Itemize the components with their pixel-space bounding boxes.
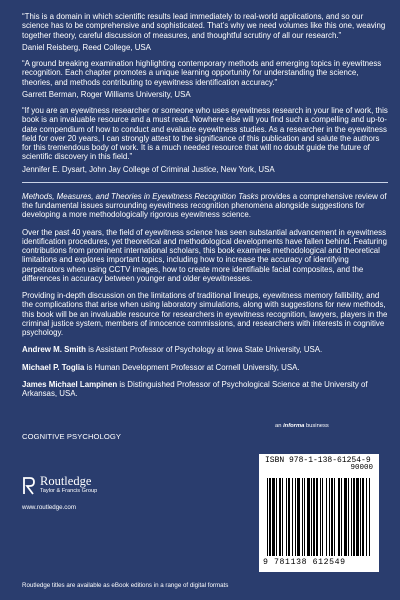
quote-3	[22, 106, 388, 174]
informa-brand: informa	[283, 423, 305, 429]
author-bio-text: is Assistant Professor of Psychology at Iowa State University, USA.	[86, 345, 323, 355]
informa-suffix: business	[304, 423, 329, 429]
author-bio-1	[22, 345, 388, 354]
barcode-digits: 9 781138 612549	[263, 558, 346, 567]
price-code: 90000	[350, 464, 373, 472]
quote-attribution: Jennifer E. Dysart, John Jay College of Criminal Justice, New York, USA	[22, 164, 275, 174]
informa-prefix: an	[275, 423, 284, 429]
author-name: Michael P. Toglia	[22, 362, 85, 372]
quote-2	[22, 59, 388, 99]
barcode	[259, 454, 379, 572]
divider	[22, 182, 388, 183]
author-name: Andrew M. Smith	[22, 345, 87, 355]
quote-text: “This is a domain in which scientific results lead immediately to real-world applications, and so our science has to be comprehensive and sophisticated. That’s why we need volumes like this one, weaving together theory, careful discussion of measures, and thoughtful scrutiny of all our research.”	[22, 12, 386, 40]
informa-business-line	[275, 423, 329, 429]
quote-text: “A ground breaking examination highlighting contemporary methods and emerging topics in eyewitness recognition. Each chapter promotes a unique learning opportunity for understanding the science, theories, and methods contributing to eyewitness identification accuracy.”	[22, 59, 382, 87]
book-title: Methods, Measures, and Theories in Eyewitness Recognition Tasks	[22, 191, 259, 201]
routledge-logo	[22, 474, 112, 504]
author-name: James Michael Lampinen	[22, 379, 118, 389]
quote-text: “If you are an eyewitness researcher or someone who uses eyewitness research in your line of work, this book is an invaluable resource and a must read. Nowhere else will you find such a compelling and up-to-date compendium of how to conduct and evaluate eyewitness studies. As a researcher in the eyewitness field for over 20 years, I can strongly attest to the significance of this publication and salute the authors for this tremendous body of work. It is a much needed resource that will no doubt guide the future of scientific discovery in this field.”	[22, 106, 388, 162]
author-bio-text: is Human Development Professor at Cornell University, USA.	[84, 362, 300, 372]
quote-attribution: Garrett Berman, Roger Williams University, USA	[22, 89, 191, 99]
subject-category: COGNITIVE PSYCHOLOGY	[22, 432, 122, 441]
author-bio-3	[22, 380, 388, 399]
description-text: provides a comprehensive review of the fundamental issues surrounding eyewitness recognition phenomena alongside suggestions for developing a more methodologically rigorous eyewitness science.	[22, 191, 387, 220]
publisher-name: Routledge	[40, 474, 92, 488]
publisher-url[interactable]: www.routledge.com	[22, 504, 76, 511]
ebook-note: Routledge titles are available as eBook editions in a range of digital formats	[22, 582, 229, 589]
routledge-r-icon	[22, 476, 36, 495]
quote-attribution: Daniel Reisberg, Reed College, USA	[22, 42, 151, 52]
description-paragraph-1	[22, 192, 388, 220]
publisher-group: Taylor & Francis Group	[40, 488, 98, 494]
quote-1	[22, 12, 388, 52]
author-bio-text: is Distinguished Professor of Psychological Science at the University of Arkansas, USA.	[22, 379, 368, 398]
author-bio-2	[22, 363, 388, 372]
barcode-bars	[259, 472, 379, 558]
description-paragraph-3: Providing in-depth discussion on the limitations of traditional lineups, eyewitness memory fallibility, and the complications that arise when using laboratory simulations, along with suggestions for new methods, this book will be an invaluable resource for researchers in eyewitness recognition, lawyers, players in the criminal justice system, members of innocence commissions, and researchers with interests in cognitive psychology.	[22, 291, 388, 337]
isbn-label: ISBN 978-1-138-61254-9	[265, 456, 371, 465]
description-paragraph-2: Over the past 40 years, the field of eyewitness science has seen substantial advancement in eyewitness identification procedures, yet theoretical and methodological developments have fallen behind. Featuring contributions from prominent international scholars, this book examines methodological and theoretical limitations and explores important topics, including how to increase the accuracy of identifying perpetrators when using CCTV images, how to create more identifiable facial composites, and the differences in accuracy between younger and older eyewitnesses.	[22, 227, 387, 283]
cover-text	[22, 12, 388, 406]
